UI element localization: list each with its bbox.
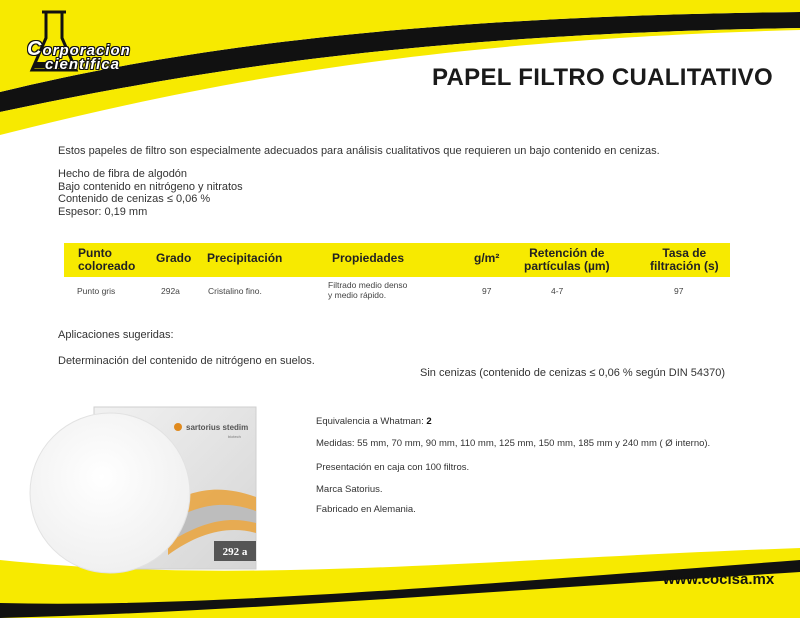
feature-item: Bajo contenido en nitrógeno y nitratos (58, 180, 243, 193)
header-precipitacion: Precipitación (207, 251, 283, 265)
box-brand-sub: biotech (228, 434, 241, 439)
cell-tasa: 97 (674, 286, 684, 296)
spec-presentacion: Presentación en caja con 100 filtros. (316, 462, 470, 473)
spec-whatman: Equivalencia a Whatman: 2 (316, 416, 432, 427)
cell-propiedades: Filtrado medio denso y medio rápido. (328, 280, 408, 300)
intro-text: Estos papeles de filtro son especialmente adecuados para análisis cualitativos que requieren un bajo contenido en cenizas. (58, 145, 660, 157)
application-item: Determinación del contenido de nitrógeno en suelos. (58, 355, 315, 367)
header-punto-coloreado: Punto coloreado (78, 246, 136, 273)
feature-list (58, 168, 243, 218)
box-grade-label: 292 a (222, 546, 248, 558)
spec-medidas: Medidas: 55 mm, 70 mm, 90 mm, 110 mm, 125 mm, 150 mm, 185 mm y 240 mm ( Ø interno). (316, 438, 711, 449)
feature-item: Hecho de fibra de algodón (58, 168, 188, 180)
header-grado: Grado (156, 251, 192, 265)
company-logo-text (27, 38, 131, 73)
product-image (28, 405, 258, 575)
header-gm2: g/m² (474, 251, 500, 265)
header-propiedades: Propiedades (332, 251, 405, 265)
cell-retencion: 4-7 (551, 286, 564, 296)
applications-title: Aplicaciones sugeridas: (58, 329, 174, 341)
header-retencion: Retención de partículas (µm) (524, 246, 610, 273)
page-title: PAPEL FILTRO CUALITATIVO (432, 64, 773, 91)
filter-paper-disc (30, 413, 190, 573)
cell-precipitacion: Cristalino fino. (208, 286, 262, 296)
ash-free-note: Sin cenizas (contenido de cenizas ≤ 0,06 % según DIN 54370) (420, 367, 726, 379)
cell-grado: 292a (161, 286, 180, 296)
cell-gm2: 97 (482, 286, 492, 296)
feature-item: Espesor: 0,19 mm (58, 205, 148, 218)
box-brand-label: sartorius stedim (186, 423, 249, 432)
box-logo-icon (174, 423, 182, 431)
spec-marca: Marca Satorius. (316, 484, 383, 495)
spec-fabricado: Fabricado en Alemania. (316, 504, 416, 515)
cell-punto: Punto gris (77, 286, 116, 296)
logo-line-1: Corporacion (27, 38, 131, 60)
feature-item: Contenido de cenizas ≤ 0,06 % (58, 193, 211, 205)
website-link[interactable]: www.cocisa.mx (663, 571, 775, 588)
header-tasa: Tasa de filtración (s) (650, 246, 719, 273)
logo-line-2: cientifica (45, 56, 121, 73)
